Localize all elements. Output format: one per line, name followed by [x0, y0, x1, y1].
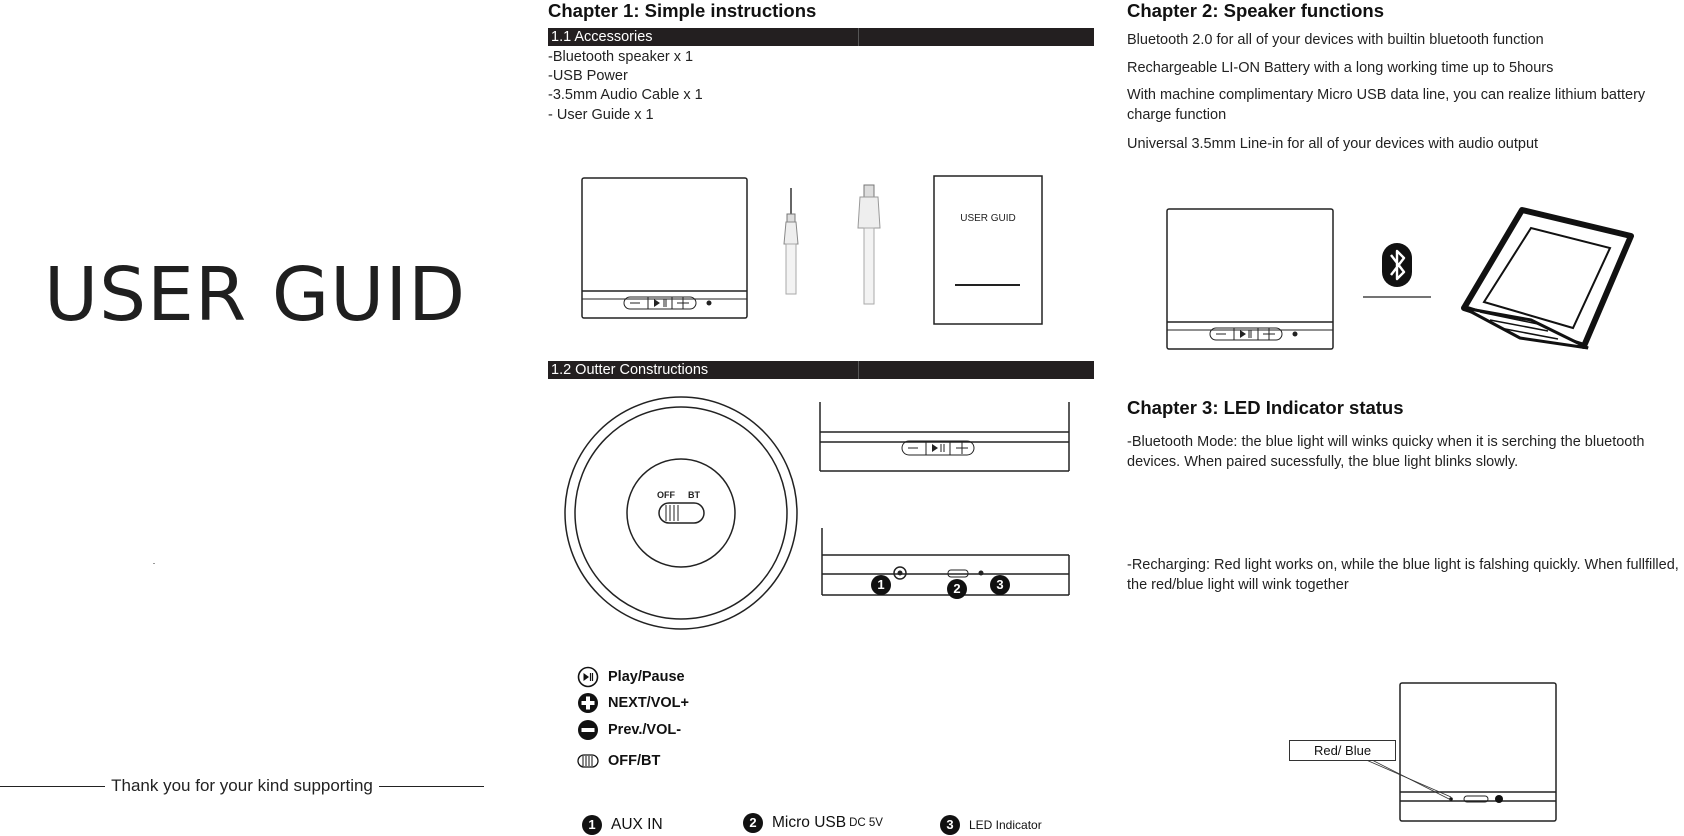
booklet-label: USER GUID	[960, 213, 1016, 224]
feature-item: With machine complimentary Micro USB data line, you can realize lithium battery charge function	[1127, 87, 1646, 123]
accessory-item: -Bluetooth speaker x 1	[548, 49, 694, 65]
legend-label: Play/Pause	[608, 669, 685, 685]
chapter3-title: Chapter 3: LED Indicator status	[1127, 397, 1404, 418]
legend-next-vol	[577, 692, 689, 714]
legend-off-bt	[577, 750, 660, 772]
accessories-heading	[548, 28, 1094, 46]
legend-led-indicator: 3 LED Indicator	[940, 815, 1042, 835]
bluetooth-mode-text: -Bluetooth Mode: the blue light will winks quicky when it is serching the bluetooth devices. When paired sucessfully, the blue light blinks slowly.	[1127, 434, 1645, 470]
chapter1-title: Chapter 1: Simple instructions	[548, 0, 817, 21]
thanks-line	[0, 776, 484, 796]
rule-right	[379, 786, 484, 787]
heading-divider	[858, 28, 859, 46]
speaker-illustration	[1167, 209, 1333, 349]
constructions-heading-text: 1.2 Outter Constructions	[551, 362, 709, 378]
legend-label: OFF/BT	[608, 753, 661, 769]
minus-circle-icon	[577, 719, 599, 741]
plus-circle-icon	[577, 692, 599, 714]
speaker-side-views	[540, 400, 1100, 600]
red-blue-callout: Red/ Blue	[1289, 740, 1396, 761]
front-view-illustration	[820, 402, 1069, 471]
cover-panel	[0, 0, 540, 836]
feature-item: Bluetooth 2.0 for all of your devices with builtin bluetooth function	[1127, 32, 1544, 48]
speaker-illustration	[582, 178, 747, 318]
switch-label-off: OFF	[657, 490, 675, 500]
port-marker-3: 3	[990, 575, 1019, 595]
accessory-item: -3.5mm Audio Cable x 1	[548, 87, 703, 103]
chapter1-panel	[540, 0, 1100, 836]
port-marker-2: 2	[947, 579, 976, 599]
print-speck	[153, 563, 155, 564]
accessories-heading-text: 1.1 Accessories	[551, 29, 653, 45]
legend-label: NEXT/VOL+	[608, 695, 689, 711]
feature-item: Rechargeable LI-ON Battery with a long working time up to 5hours	[1127, 60, 1554, 76]
bluetooth-icon	[1363, 243, 1431, 297]
legend-aux-in: 1 AUX IN	[582, 815, 663, 835]
constructions-heading	[548, 361, 1094, 379]
user-guide-booklet	[934, 176, 1042, 324]
chapter2-3-panel	[1118, 0, 1684, 836]
laptop-illustration	[1464, 210, 1631, 348]
port-marker-1: 1	[871, 575, 900, 595]
thanks-text: Thank you for your kind supporting	[111, 776, 373, 795]
feature-item: Universal 3.5mm Line-in for all of your devices with audio output	[1127, 136, 1539, 152]
legend-micro-usb: 2 Micro USB DC 5V	[743, 813, 883, 833]
legend-play-pause	[577, 666, 685, 688]
rear-view-illustration	[822, 528, 1069, 595]
cover-title: USER GUID	[44, 252, 467, 338]
rule-left	[0, 786, 105, 787]
accessory-item: -USB Power	[548, 68, 628, 84]
usb-cable-illustration	[858, 185, 880, 304]
play-pause-icon	[577, 666, 599, 688]
audio-cable-illustration	[784, 188, 798, 294]
switch-label-bt: BT	[688, 490, 700, 500]
recharging-text: -Recharging: Red light works on, while the blue light is falshing quickly. When fullfilled, the red/blue light will wink together	[1127, 557, 1679, 593]
chapter2-title: Chapter 2: Speaker functions	[1127, 0, 1385, 21]
legend-label: Prev./VOL-	[608, 722, 682, 738]
pairing-illustration	[1118, 200, 1684, 360]
accessory-item: - User Guide x 1	[548, 107, 654, 123]
led-speaker-illustration	[1118, 680, 1684, 836]
accessories-illustration	[540, 170, 1100, 330]
switch-icon	[577, 750, 599, 772]
heading-divider	[858, 361, 859, 379]
legend-prev-vol	[577, 719, 681, 741]
